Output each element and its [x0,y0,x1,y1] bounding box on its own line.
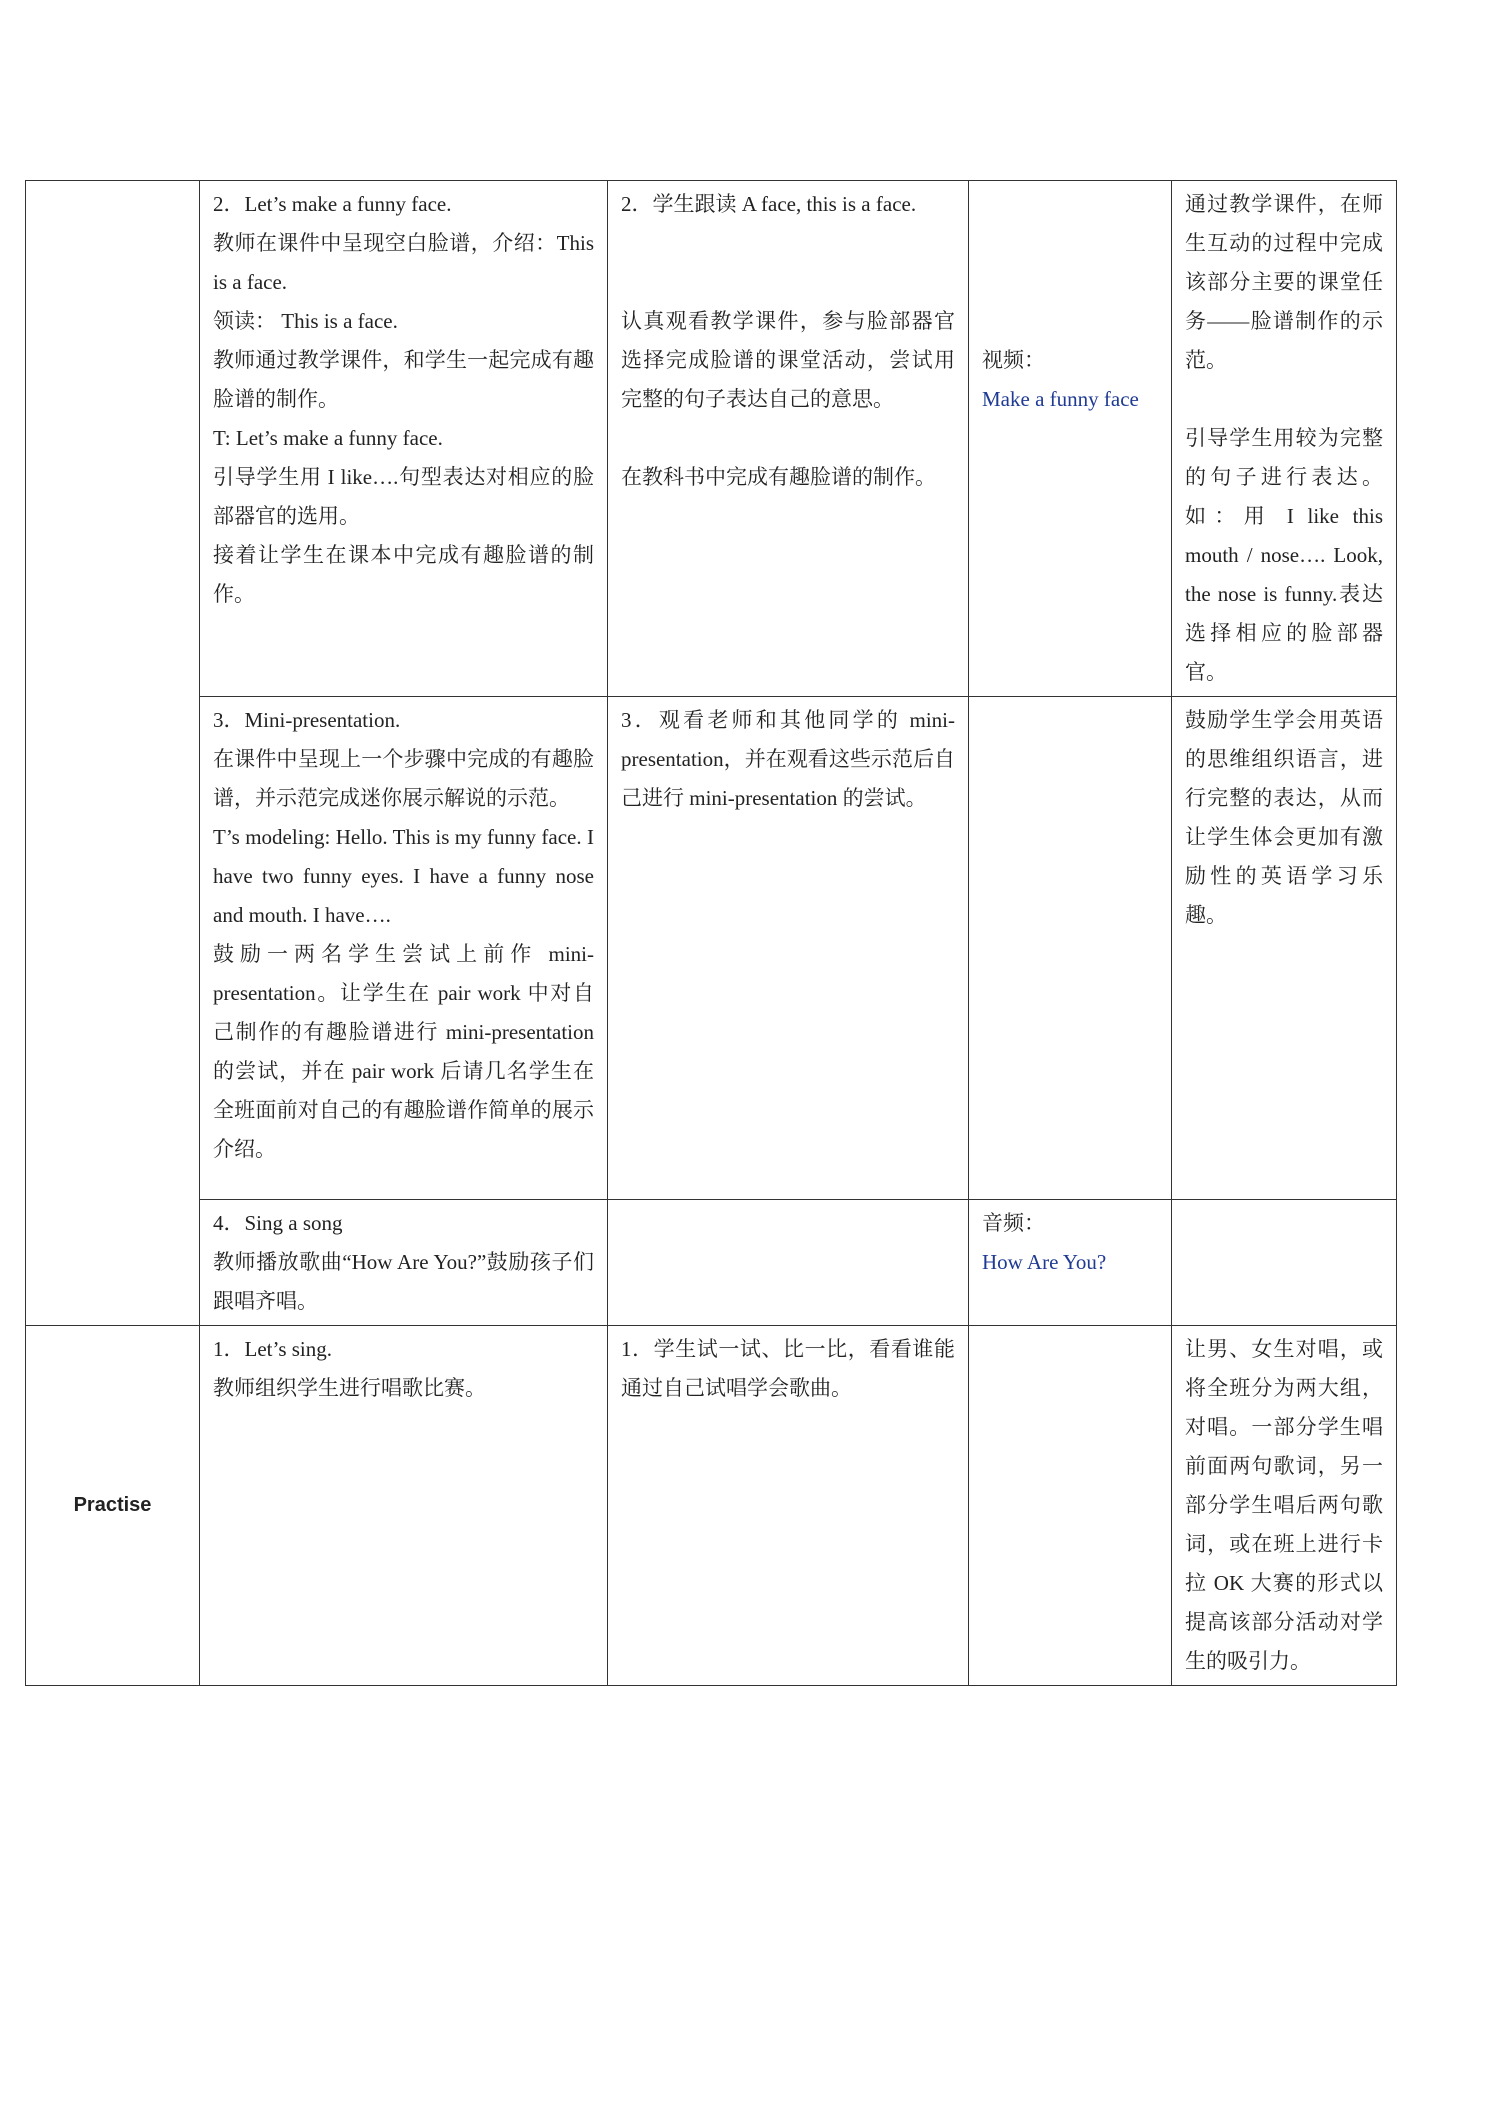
paragraph: 教师通过教学课件，和学生一起完成有趣脸谱的制作。 [213,348,594,411]
step-title: 3．Mini-presentation. [213,708,401,732]
table-row [26,697,1397,1200]
paragraph: 引导学生用 I like….句型表达对相应的脸部器官的选用。 [213,465,594,528]
media-cell [969,1326,1172,1686]
paragraph: 鼓励一两名学生尝试上前作 mini-presentation。让学生在 pair work 中对自己制作的有趣脸谱进行 mini-presentation 的尝试，并在 pair work 后请几名学生在全班面前对自己的有趣脸谱作简单的展示介绍。 [213,942,594,1161]
teacher-activity-cell [200,1326,608,1686]
paragraph: 认真观看教学课件，参与脸部器官选择完成脸谱的课堂活动，尝试用完整的句子表达自己的意思。 [621,309,955,411]
paragraph: 接着让学生在课本中完成有趣脸谱的制作。 [213,543,594,606]
step-title: 2．Let’s make a funny face. [213,192,452,216]
media-label: 音频： [982,1211,1045,1235]
paragraph: 在课件中呈现上一个步骤中完成的有趣脸谱，并示范完成迷你展示解说的示范。 [213,747,594,810]
lesson-plan-table [25,180,1397,1686]
step-title: 2．学生跟读 A face, this is a face. [621,192,917,216]
teacher-activity-cell [200,1200,608,1326]
media-label: 视频： [982,348,1045,372]
paragraph: 鼓励学生学会用英语的思维组织语言，进行完整的表达，从而让学生体会更加有激励性的英语学习乐趣。 [1185,708,1383,927]
step-title: 4．Sing a song [213,1211,343,1235]
step-title: 1．Let’s sing. [213,1337,332,1361]
paragraph: 3．观看老师和其他同学的 mini-presentation，并在观看这些示范后自己进行 mini-presentation 的尝试。 [621,708,955,810]
paragraph: 教师在课件中呈现空白脸谱，介绍：This is a face. [213,231,594,294]
video-link[interactable]: Make a funny face [982,387,1139,411]
paragraph: 在教科书中完成有趣脸谱的制作。 [621,465,936,489]
table-row [26,1326,1397,1686]
paragraph: T: Let’s make a funny face. [213,426,443,450]
teacher-activity-cell [200,181,608,697]
media-cell [969,697,1172,1200]
paragraph: 引导学生用较为完整的句子进行表达。如：用 I like this mouth / nose…. Look, the nose is funny.表达选择相应的脸部器官。 [1185,426,1383,684]
stage-cell [26,181,200,1326]
student-activity-cell [608,1200,969,1326]
student-activity-cell [608,1326,969,1686]
paragraph: 让男、女生对唱，或将全班分为两大组，对唱。一部分学生唱前面两句歌词，另一部分学生唱后两句歌词，或在班上进行卡拉 OK 大赛的形式以提高该部分活动对学生的吸引力。 [1185,1337,1383,1673]
student-activity-cell [608,697,969,1200]
purpose-cell [1172,1326,1397,1686]
paragraph: 1．学生试一试、比一比，看看谁能通过自己试唱学会歌曲。 [621,1337,955,1400]
table-row [26,1200,1397,1326]
purpose-cell [1172,1200,1397,1326]
stage-cell: Practise [26,1326,200,1686]
student-activity-cell [608,181,969,697]
media-cell [969,1200,1172,1326]
paragraph: T’s modeling: Hello. This is my funny face. I have two funny eyes. I have a funny nose and mouth. I have…. [213,825,594,927]
audio-link[interactable]: How Are You? [982,1250,1107,1274]
media-cell [969,181,1172,697]
purpose-cell [1172,181,1397,697]
teacher-activity-cell [200,697,608,1200]
table-row [26,181,1397,697]
purpose-cell [1172,697,1397,1200]
paragraph: 领读： This is a face. [213,309,398,333]
paragraph: 教师播放歌曲“How Are You?”鼓励孩子们跟唱齐唱。 [213,1250,594,1313]
paragraph: 教师组织学生进行唱歌比赛。 [213,1376,486,1400]
paragraph: 通过教学课件，在师生互动的过程中完成该部分主要的课堂任务——脸谱制作的示范。 [1185,192,1383,372]
